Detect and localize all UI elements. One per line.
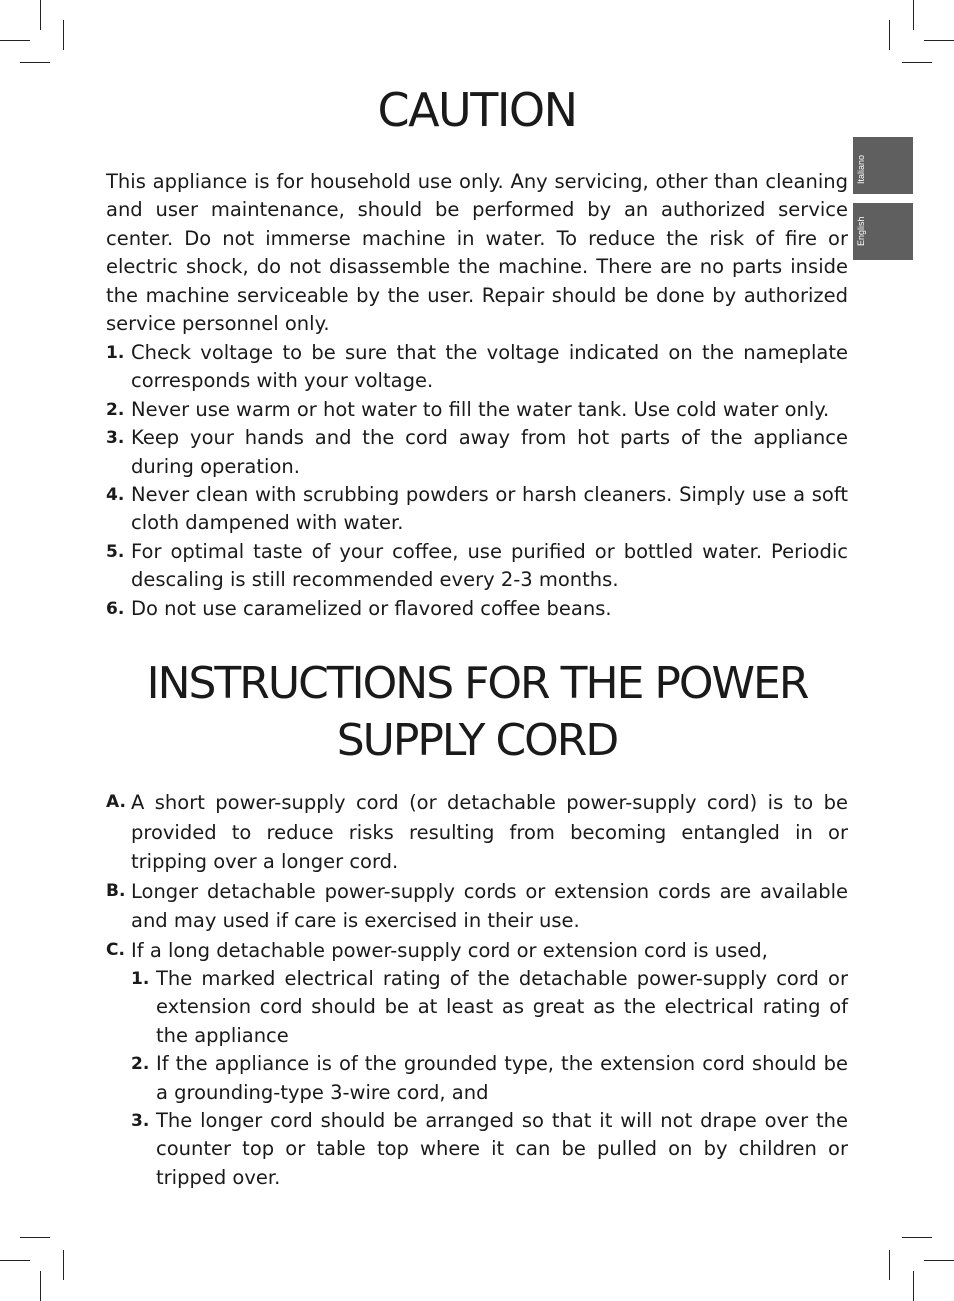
list-item-text: The longer cord should be arranged so that it will not drape over the counter top or table top where it can be pulled on by children or tripped over. (156, 1109, 848, 1189)
crop-mark (889, 20, 890, 50)
crop-mark (924, 40, 954, 41)
list-marker: 3. (131, 1111, 150, 1132)
crop-mark (924, 1260, 954, 1261)
list-item (106, 424, 848, 481)
list-item-text: For optimal taste of your coffee, use purified or bottled water. Periodic descaling is still recommended every 2-3 months. (131, 539, 848, 592)
list-marker: 4. (106, 485, 125, 506)
list-item (106, 396, 848, 424)
list-marker: 1. (131, 969, 150, 989)
list-item-text: If the appliance is of the grounded type, the extension cord should be a grounding-type 3-wire cord, and (156, 1052, 848, 1104)
power-cord-sublist (131, 965, 848, 1192)
crop-mark (913, 1271, 914, 1301)
list-marker: 2. (106, 399, 125, 420)
sub-list-item (131, 1107, 848, 1192)
list-item (106, 788, 848, 877)
sub-list-item (131, 1050, 848, 1107)
crop-mark (0, 40, 30, 41)
lang-tab-label: Italiano (856, 154, 866, 184)
crop-mark (40, 1271, 41, 1301)
power-cord-heading: INSTRUCTIONS FOR THE POWER SUPPLY CORD (146, 658, 808, 766)
crop-mark (63, 20, 64, 50)
crop-mark (63, 1250, 64, 1280)
caution-intro: This appliance is for household use only. Any servicing, other than cleaning and user maintenance, should be performed by an authorized service center. Do not immerse machine in water. To reduce the risk of fire or electric shock, do not disassemble the machine. There are no parts inside the machine serviceable by the user. Repair should be done by authorized service personnel only. (106, 170, 848, 336)
caution-heading: CAUTION (377, 83, 577, 137)
crop-mark (889, 1250, 890, 1280)
lang-tab-english[interactable] (853, 203, 913, 260)
list-item-text: If a long detachable power-supply cord or extension cord is used, (131, 938, 768, 962)
list-item-text: Check voltage to be sure that the voltage indicated on the nameplate corresponds with your voltage. (131, 341, 848, 393)
list-item (106, 538, 848, 595)
crop-mark (20, 1237, 50, 1238)
list-item (106, 481, 848, 538)
list-marker: 1. (106, 343, 125, 363)
list-item-text: Keep your hands and the cord away from hot parts of the appliance during operation. (131, 426, 848, 478)
list-item (106, 877, 848, 936)
list-marker: C. (106, 939, 125, 960)
list-marker: 6. (106, 598, 125, 619)
list-item-text: Never use warm or hot water to fill the water tank. Use cold water only. (131, 397, 830, 421)
lang-tab-label: English (856, 216, 866, 246)
power-cord-list (106, 788, 848, 1192)
crop-mark (902, 1237, 932, 1238)
crop-mark (913, 0, 914, 30)
list-item-text: Never clean with scrubbing powders or harsh cleaners. Simply use a soft cloth dampened with water. (131, 483, 848, 535)
list-marker: 3. (106, 428, 125, 449)
lang-tab-italiano[interactable] (853, 137, 913, 194)
list-marker: A. (106, 792, 126, 812)
list-marker: 2. (131, 1054, 150, 1075)
sub-list-item (131, 965, 848, 1050)
list-item-text: Longer detachable power-supply cords or extension cords are available and may used if care is exercised in their use. (131, 879, 848, 932)
list-item-text: Do not use caramelized or flavored coffee beans. (131, 596, 612, 620)
crop-mark (40, 0, 41, 30)
list-item (106, 339, 848, 396)
list-marker: B. (106, 880, 126, 901)
crop-mark (902, 62, 932, 63)
list-item (106, 936, 848, 1193)
crop-mark (20, 62, 50, 63)
list-item-text: A short power-supply cord (or detachable power-supply cord) is to be provided to reduce risks resulting from becoming entangled in or tripping over a longer cord. (131, 791, 848, 873)
list-item (106, 595, 848, 623)
list-marker: 5. (106, 541, 125, 562)
caution-list (106, 339, 848, 623)
list-item-text: The marked electrical rating of the detachable power-supply cord or extension cord should be at least as great as the electrical rating of the appliance (156, 967, 848, 1047)
crop-mark (0, 1260, 30, 1261)
